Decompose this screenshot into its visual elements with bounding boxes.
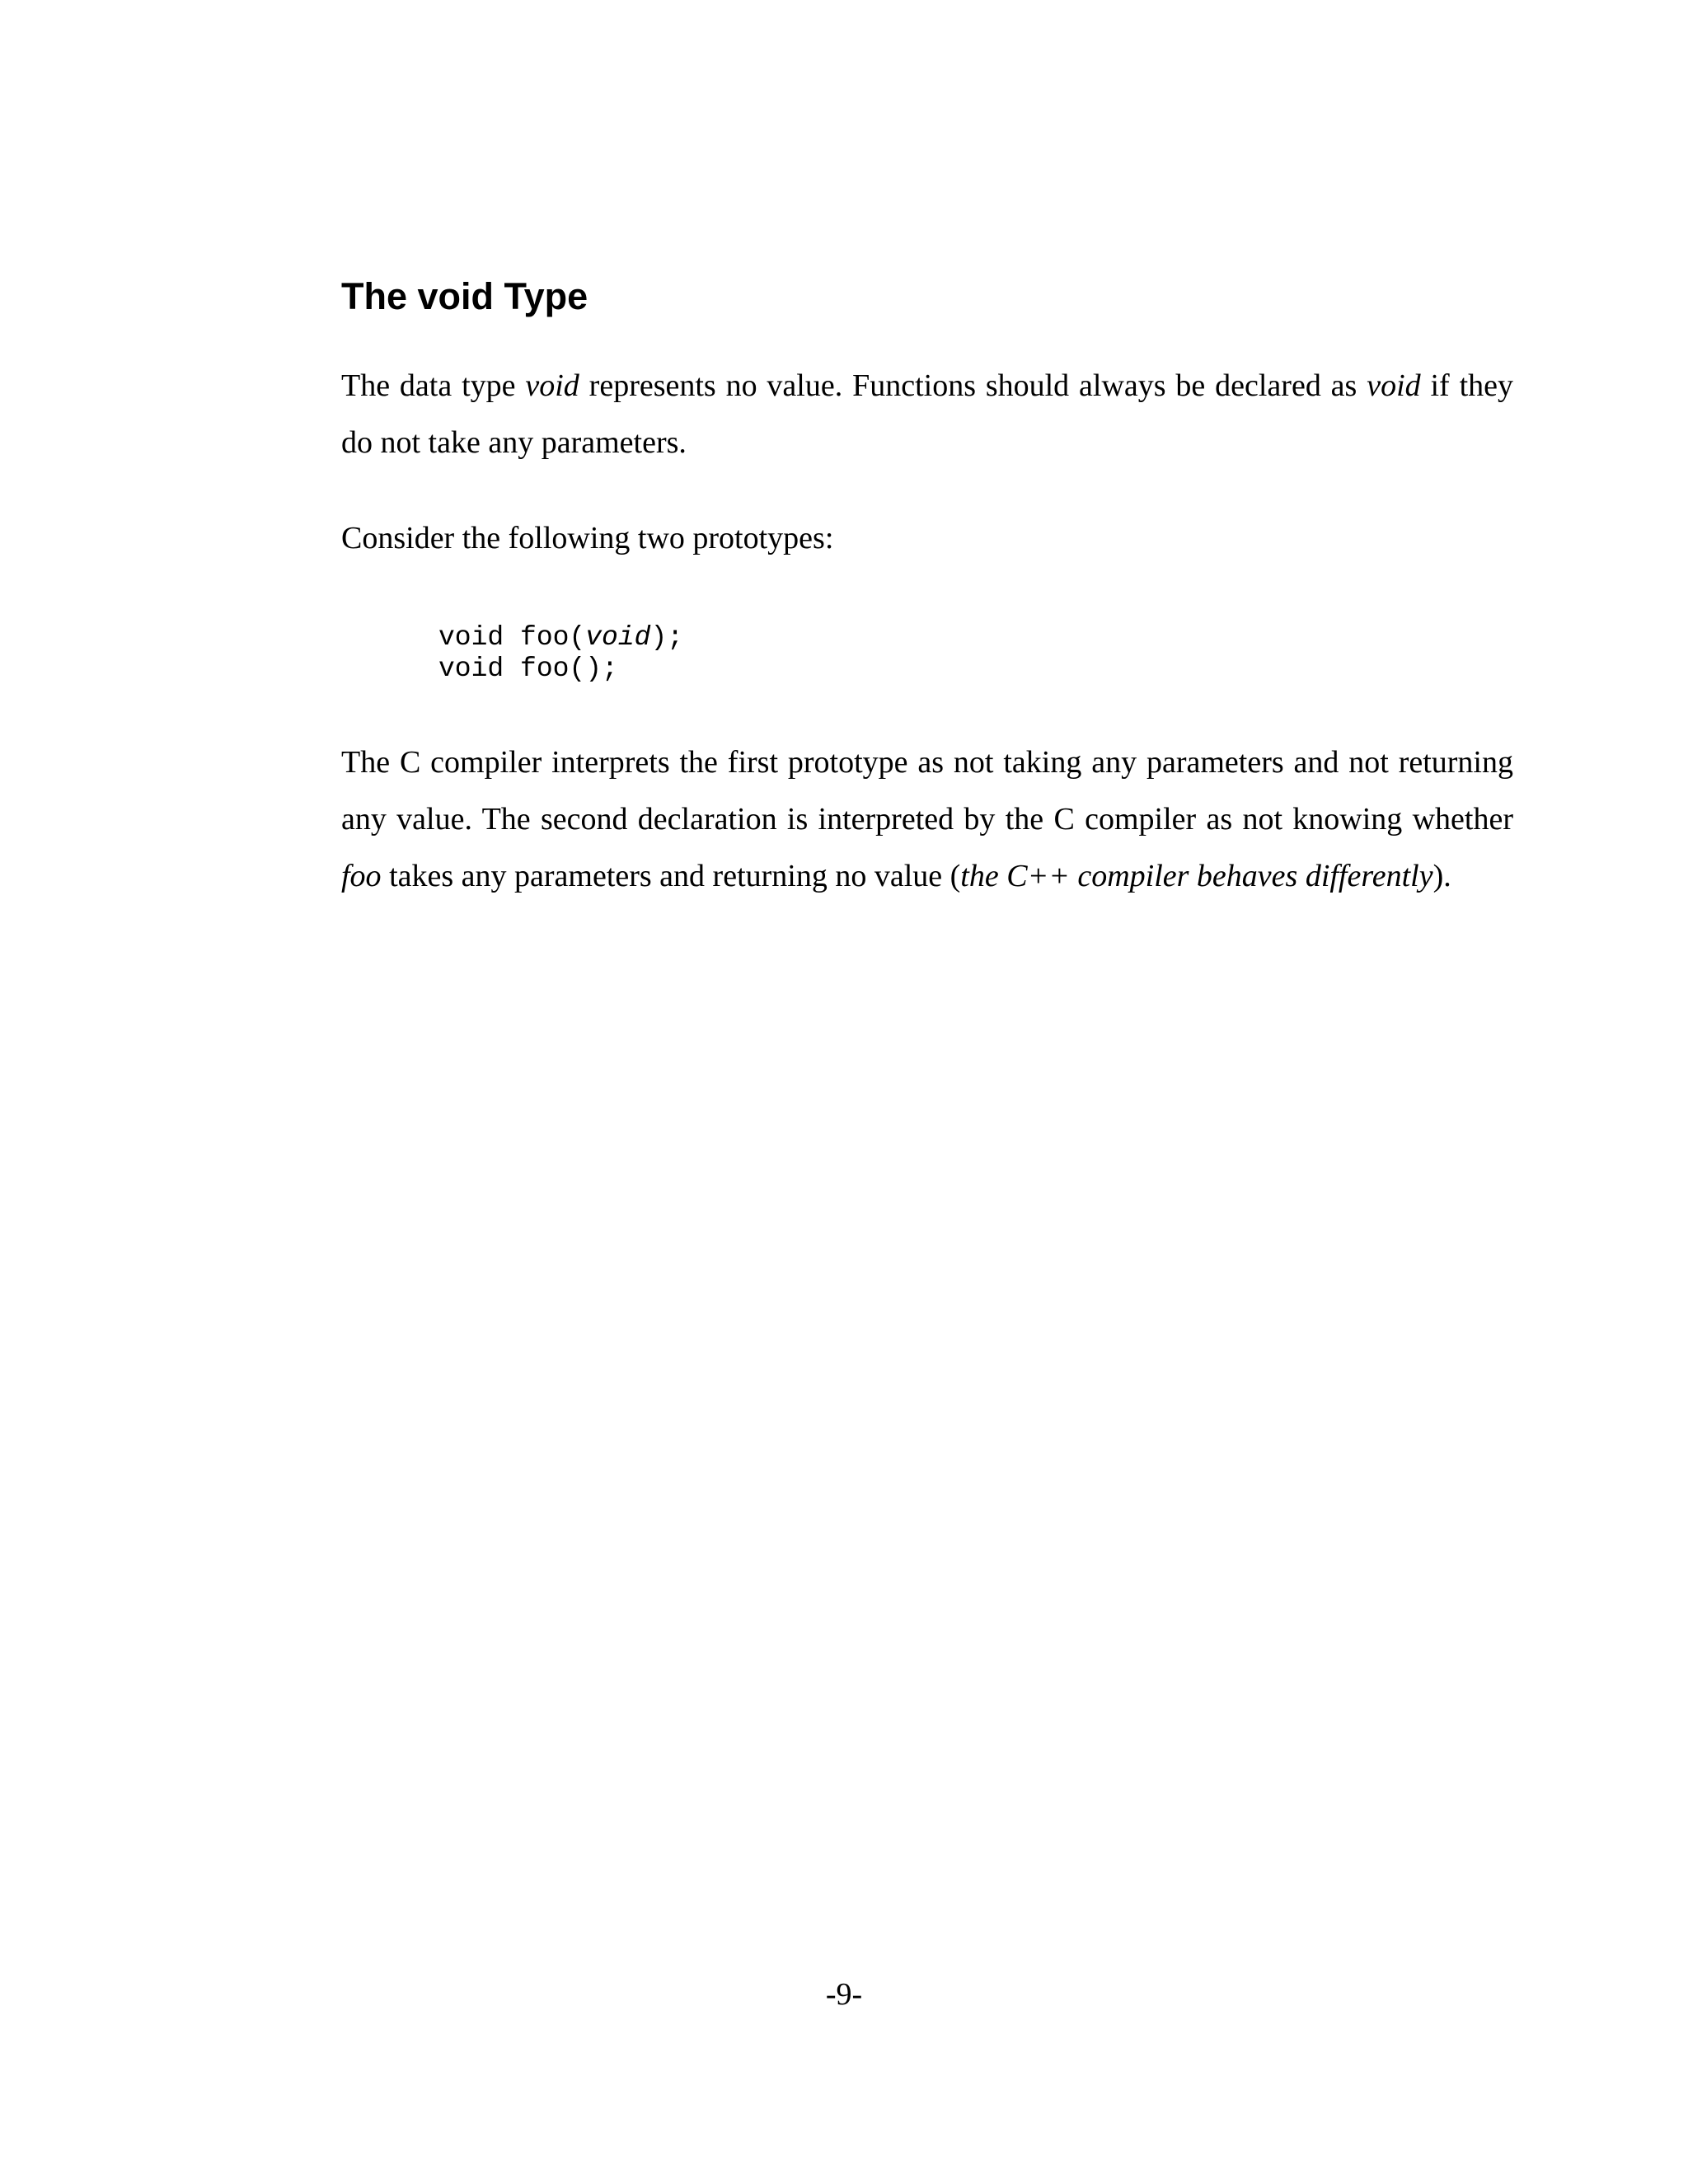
page-content [341, 269, 1513, 905]
emphasis-void: void [1367, 368, 1421, 403]
text-run: The data type [341, 368, 526, 403]
emphasis-foo: foo [341, 859, 382, 893]
paragraph-compiler-interpretation [341, 734, 1513, 905]
code-text: void foo( [438, 622, 586, 653]
text-run: ). [1432, 859, 1451, 893]
code-emphasis-void: void [585, 622, 651, 653]
code-line-1 [438, 622, 1513, 654]
page-number: -9- [825, 1977, 863, 2012]
code-line-2: void foo(); [438, 654, 618, 684]
emphasis-cpp-note: the C++ compiler behaves differently [960, 859, 1433, 893]
paragraph-prototypes-intro: Consider the following two prototypes: [341, 521, 834, 555]
text-run: represents no value. Functions should always be declared as [579, 368, 1367, 403]
paragraph-void-definition [341, 358, 1513, 471]
text-run: takes any parameters and returning no value ( [381, 859, 961, 893]
section-heading: The void Type [341, 275, 588, 317]
code-text: ); [650, 622, 684, 653]
emphasis-void: void [525, 368, 579, 403]
code-block [438, 622, 1513, 685]
text-run: if they do not take any parameters. [341, 368, 1513, 460]
text-run: The C compiler interprets the first prototype as not taking any parameters and not returning any value. The second declaration is interpreted by the C compiler as not knowing whether [341, 745, 1513, 837]
